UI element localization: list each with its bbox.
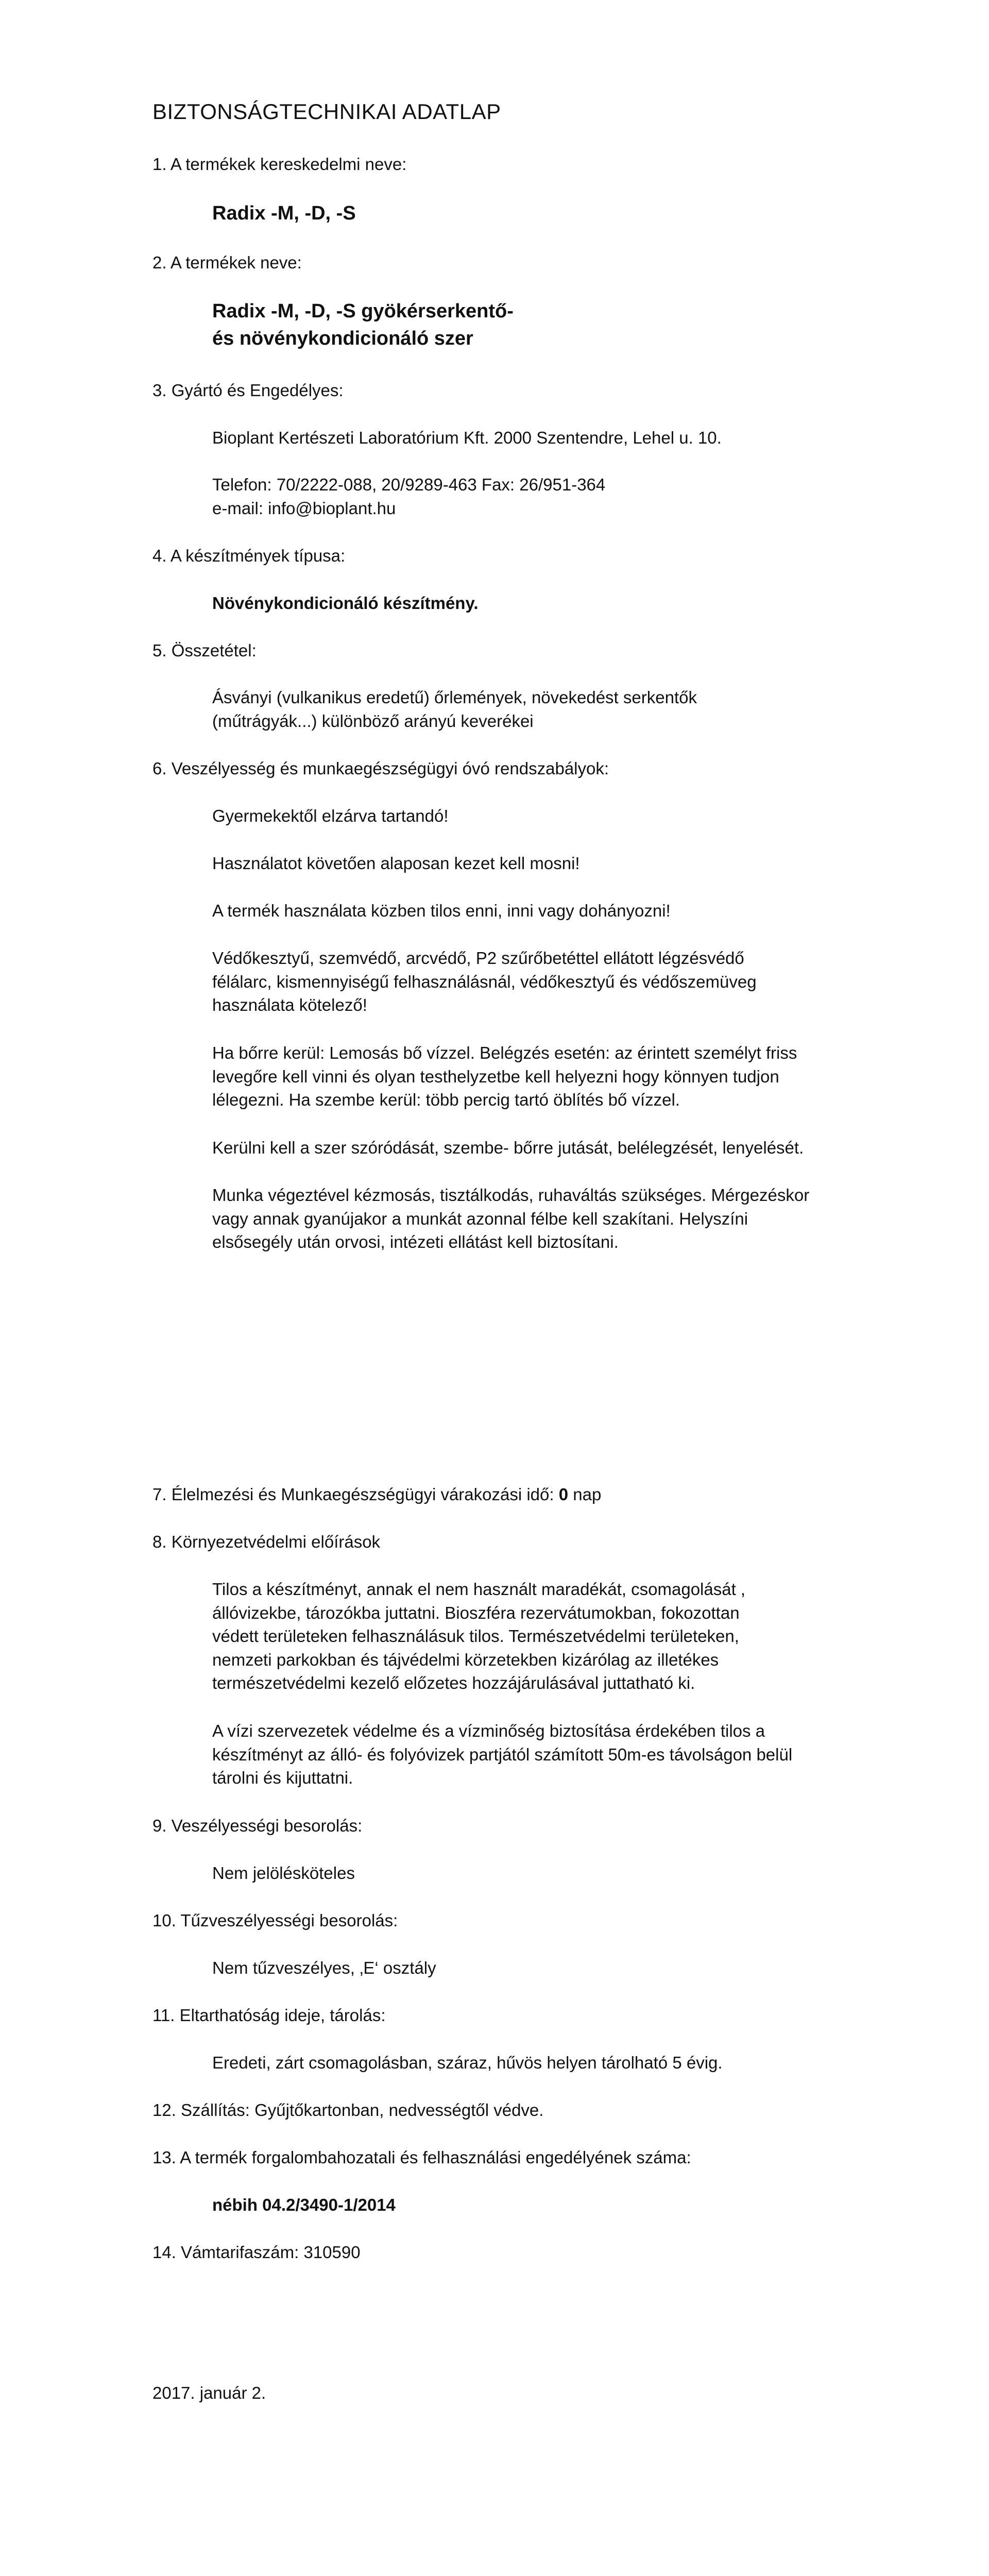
section-5-heading: 5. Összetétel: (152, 641, 257, 660)
safety-paragraph-4 (212, 946, 872, 1017)
text-line: Munka végeztével kézmosás, tisztálkodás, ruhaváltás szükséges. Mérgezéskor (212, 1185, 810, 1205)
safety-paragraph-1: Gyermekektől elzárva tartandó! (212, 806, 449, 825)
composition-line-2: (műtrágyák...) különböző arányú keverékei (212, 711, 534, 731)
text-line: védett területeken felhasználásuk tilos. Természetvédelmi területeken, (212, 1626, 739, 1646)
section-3-heading: 3. Gyártó és Engedélyes: (152, 381, 344, 400)
manufacturer-address: Bioplant Kertészeti Laboratórium Kft. 2000 Szentendre, Lehel u. 10. (212, 428, 722, 447)
waiting-period-value: 0 (558, 1485, 569, 1504)
storage-info: Eredeti, zárt csomagolásban, száraz, hűvös helyen tárolható 5 évig. (212, 2053, 723, 2072)
product-name (212, 298, 872, 352)
section-4-heading: 4. A készítmények típusa: (152, 546, 346, 565)
text-line: Védőkesztyű, szemvédő, arcvédő, P2 szűrőbetéttel ellátott légzésvédő (212, 948, 744, 968)
preparation-type: Növénykondicionáló készítmény. (212, 594, 479, 613)
text-line: Tilos a készítményt, annak el nem használt maradékát, csomagolását , (212, 1580, 746, 1599)
trade-name: Radix -M, -D, -S (212, 202, 356, 224)
safety-paragraph-6: Kerülni kell a szer szóródását, szembe- bőrre jutását, belélegzését, lenyelését. (212, 1138, 804, 1157)
composition (212, 686, 872, 733)
fire-classification: Nem tűzveszélyes, ‚E‘ osztály (212, 1958, 436, 1977)
section-11-heading: 11. Eltarthatóság ideje, tárolás: (152, 2006, 386, 2025)
composition-line-1: Ásványi (vulkanikus eredetű) őrlemények, növekedést serkentők (212, 688, 697, 707)
waiting-period-unit: nap (568, 1485, 602, 1504)
text-line: félálarc, kismennyiségű felhasználásnál, védőkesztyű és védőszemüveg (212, 972, 757, 991)
section-8-heading: 8. Környezetvédelmi előírások (152, 1532, 381, 1551)
text-line: állóvizekbe, tározókba juttatni. Bioszféra rezervátumokban, fokozottan (212, 1603, 740, 1622)
hazard-classification: Nem jelölésköteles (212, 1863, 355, 1883)
safety-paragraph-7 (212, 1183, 872, 1254)
product-name-line-2: és növénykondicionáló szer (212, 328, 473, 350)
section-6-heading: 6. Veszélyesség és munkaegészségügyi óvó rendszabályok: (152, 759, 609, 778)
text-line: lélegezni. Ha szembe kerül: több percig tartó öblítés bő vízzel. (212, 1090, 680, 1110)
manufacturer-email: e-mail: info@bioplant.hu (212, 499, 396, 518)
text-line: használata kötelező! (212, 995, 367, 1015)
section-2-heading: 2. A termékek neve: (152, 253, 302, 272)
document-date: 2017. január 2. (152, 2383, 266, 2402)
text-line: nemzeti parkokban és tájvédelmi körzetekben kizárólag az illetékes (212, 1650, 719, 1669)
waiting-period-label: 7. Élelmezési és Munkaegészségügyi várakozási idő: (152, 1485, 559, 1504)
text-line: Ha bőrre kerül: Lemosás bő vízzel. Belégzés esetén: az érintett személyt friss (212, 1043, 797, 1062)
section-10-heading: 10. Tűzveszélyességi besorolás: (152, 1911, 398, 1930)
text-line: levegőre kell vinni és olyan testhelyzetbe kell helyezni hogy könnyen tudjon (212, 1066, 779, 1086)
license-number: nébih 04.2/3490-1/2014 (212, 2195, 396, 2214)
manufacturer-phone: Telefon: 70/2222-088, 20/9289-463 Fax: 26/951-364 (212, 475, 606, 494)
environment-paragraph-1 (212, 1578, 872, 1695)
product-name-line-1: Radix -M, -D, -S gyökérserkentő- (212, 300, 514, 322)
section-13-heading: 13. A termék forgalombahozatali és felhasználási engedélyének száma: (152, 2148, 691, 2167)
text-line: természetvédelmi kezelő előzetes hozzájárulásával juttatható ki. (212, 1673, 695, 1693)
section-14-customs-code: 14. Vámtarifaszám: 310590 (152, 2243, 361, 2262)
environment-paragraph-2 (212, 1719, 872, 1790)
text-line: A vízi szervezetek védelme és a vízminőség biztosítása érdekében tilos a (212, 1721, 765, 1740)
section-9-heading: 9. Veszélyességi besorolás: (152, 1816, 363, 1835)
safety-paragraph-5 (212, 1041, 872, 1112)
document-title: BIZTONSÁGTECHNIKAI ADATLAP (152, 99, 501, 124)
text-line: készítményt az álló- és folyóvizek partjától számított 50m-es távolságon belül (212, 1744, 793, 1764)
section-12-transport: 12. Szállítás: Gyűjtőkartonban, nedvességtől védve. (152, 2100, 544, 2120)
section-7-waiting-period (152, 1483, 874, 1506)
safety-paragraph-3: A termék használata közben tilos enni, inni vagy dohányozni! (212, 901, 671, 920)
text-line: elsősegély után orvosi, intézeti ellátást kell biztosítani. (212, 1232, 619, 1252)
text-line: vagy annak gyanújakor a munkát azonnal félbe kell szakítani. Helyszíni (212, 1209, 748, 1228)
safety-paragraph-2: Használatot követően alaposan kezet kell mosni! (212, 854, 580, 873)
text-line: tárolni és kijuttatni. (212, 1768, 353, 1788)
section-1-heading: 1. A termékek kereskedelmi neve: (152, 155, 407, 174)
